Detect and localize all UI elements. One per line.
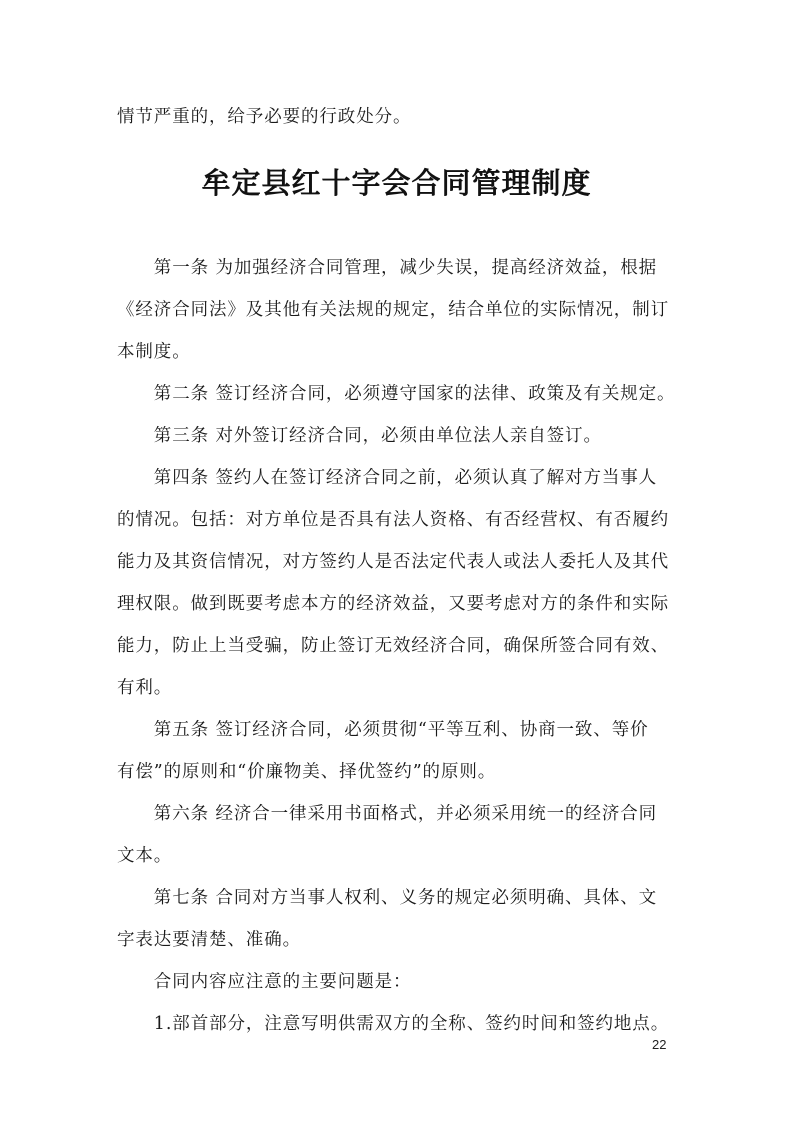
body-line: 字表达要清楚、准确。 [117,930,301,950]
body-line: 第七条 合同对方当事人权利、义务的规定必须明确、具体、文 [117,888,658,908]
body-line: 理权限。做到既要考虑本方的经济效益，又要考虑对方的条件和实际 [117,594,669,614]
body-line: 第六条 经济合一律采用书面格式，并必须采用统一的经济合同 [117,804,658,824]
body-line: 能力，防止上当受骗，防止签订无效经济合同，确保所签合同有效、 [117,636,669,656]
lead-paragraph-line: 情节严重的，给予必要的行政处分。 [117,107,412,127]
body-line: 有利。 [117,678,173,698]
body-line: 第一条 为加强经济合同管理，减少失误，提高经济效益，根据 [117,258,658,278]
document-title: 牟定县红十字会合同管理制度 [201,166,592,200]
body-line: 《经济合同法》及其他有关法规的规定，结合单位的实际情况，制订 [117,300,669,320]
body-line: 第二条 签订经济合同，必须遵守国家的法律、政策及有关规定。 [117,384,676,404]
body-line: 1.部首部分，注意写明供需双方的全称、签约时间和签约地点。 [117,1014,670,1034]
body-line: 合同内容应注意的主要问题是： [117,972,412,992]
body-line: 本制度。 [117,342,191,362]
body-line: 第三条 对外签订经济合同，必须由单位法人亲自签订。 [117,426,602,446]
page-number: 22 [652,1037,667,1052]
body-line: 有偿”的原则和“价廉物美、择优签约”的原则。 [117,762,497,782]
body-line: 文本。 [117,846,173,866]
body-line: 的情况。包括：对方单位是否具有法人资格、有否经营权、有否履约 [117,510,669,530]
body-line: 第四条 签约人在签订经济合同之前，必须认真了解对方当事人 [117,468,658,488]
body-line: 能力及其资信情况，对方签约人是否法定代表人或法人委托人及其代 [117,552,669,572]
body-line: 第五条 签订经济合同，必须贯彻“平等互利、协商一致、等价 [117,720,649,740]
